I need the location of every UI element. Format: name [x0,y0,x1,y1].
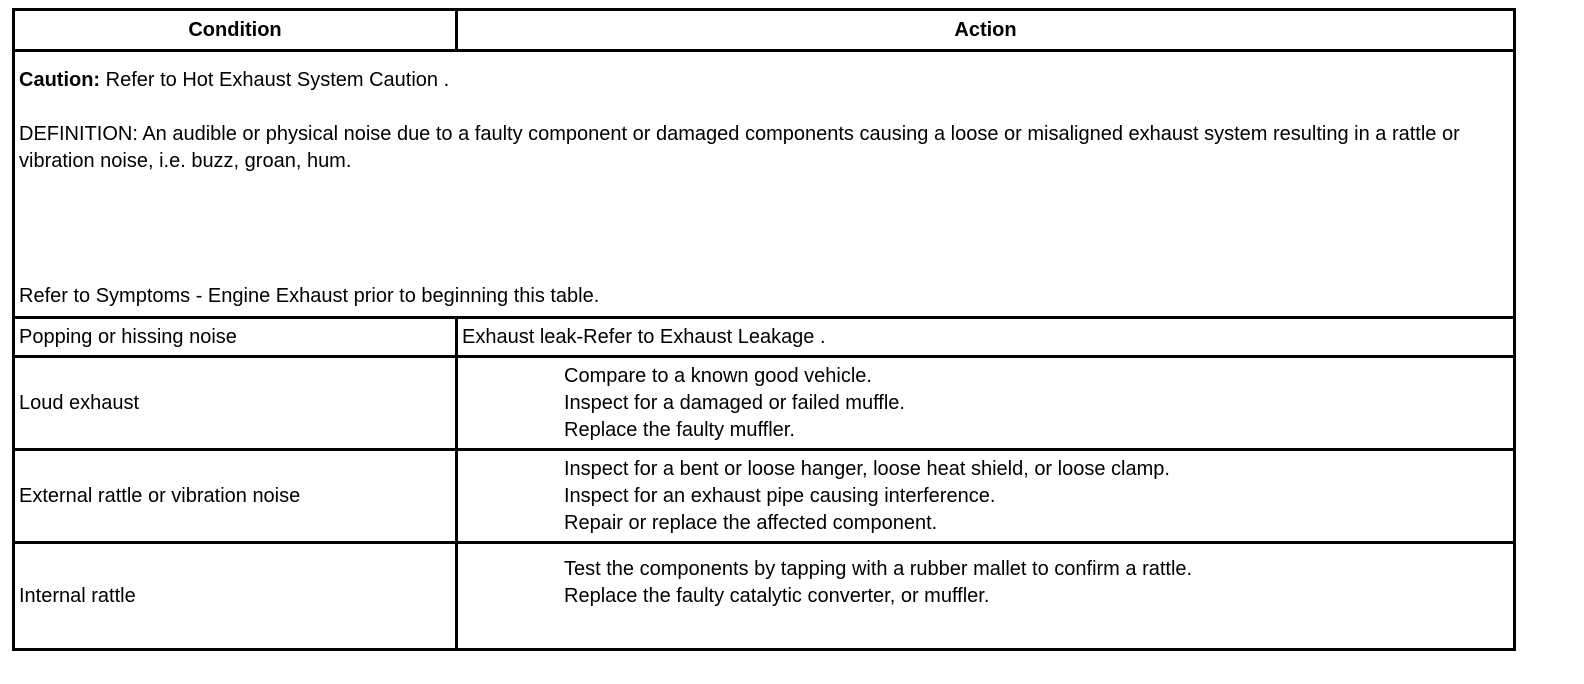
condition-cell: Loud exhaust [14,357,457,450]
step-list [462,363,1509,444]
condition-cell: Popping or hissing noise [14,318,457,357]
step-item: Test the components by tapping with a rubber mallet to confirm a rattle. [564,558,1193,580]
table-row [14,450,1515,543]
condition-header: Condition [14,10,457,51]
definition-text: DEFINITION: An audible or physical noise due to a faulty component or damaged components causing a loose or misaligned exhaust system resulting in a rattle or vibration noise, i.e. buzz, groan, hum. [19,122,1460,172]
step-item: Replace the faulty muffler. [564,418,795,441]
step-item: Replace the faulty catalytic converter, or muffler. [564,585,990,607]
refer-text: Refer to Symptoms - Engine Exhaust prior to beginning this table. [19,284,600,307]
caution-label: Caution: [19,68,101,91]
note-row [14,51,1515,318]
step-item: Repair or replace the affected component. [564,511,938,534]
caution-line [19,67,1509,94]
note-cell [14,51,1515,318]
step-item: Inspect for an exhaust pipe causing interference. [564,484,996,507]
step-item: Compare to a known good vehicle. [564,364,872,387]
caution-text: Refer to Hot Exhaust System Caution . [105,68,450,91]
action-cell: Exhaust leak-Refer to Exhaust Leakage . [457,318,1515,357]
action-cell [457,543,1515,650]
condition-cell: Internal rattle [14,543,457,650]
action-cell [457,450,1515,543]
action-cell [457,357,1515,450]
step-item: Inspect for a damaged or failed muffle. [564,391,905,414]
header-row [14,10,1515,51]
action-header: Action [457,10,1515,51]
table-row [14,357,1515,450]
table-row [14,318,1515,357]
condition-cell: External rattle or vibration noise [14,450,457,543]
step-list [462,556,1509,610]
table-row [14,543,1515,650]
step-item: Inspect for a bent or loose hanger, loose heat shield, or loose clamp. [564,457,1170,480]
step-list [462,456,1509,537]
diagnostic-table [12,8,1516,651]
